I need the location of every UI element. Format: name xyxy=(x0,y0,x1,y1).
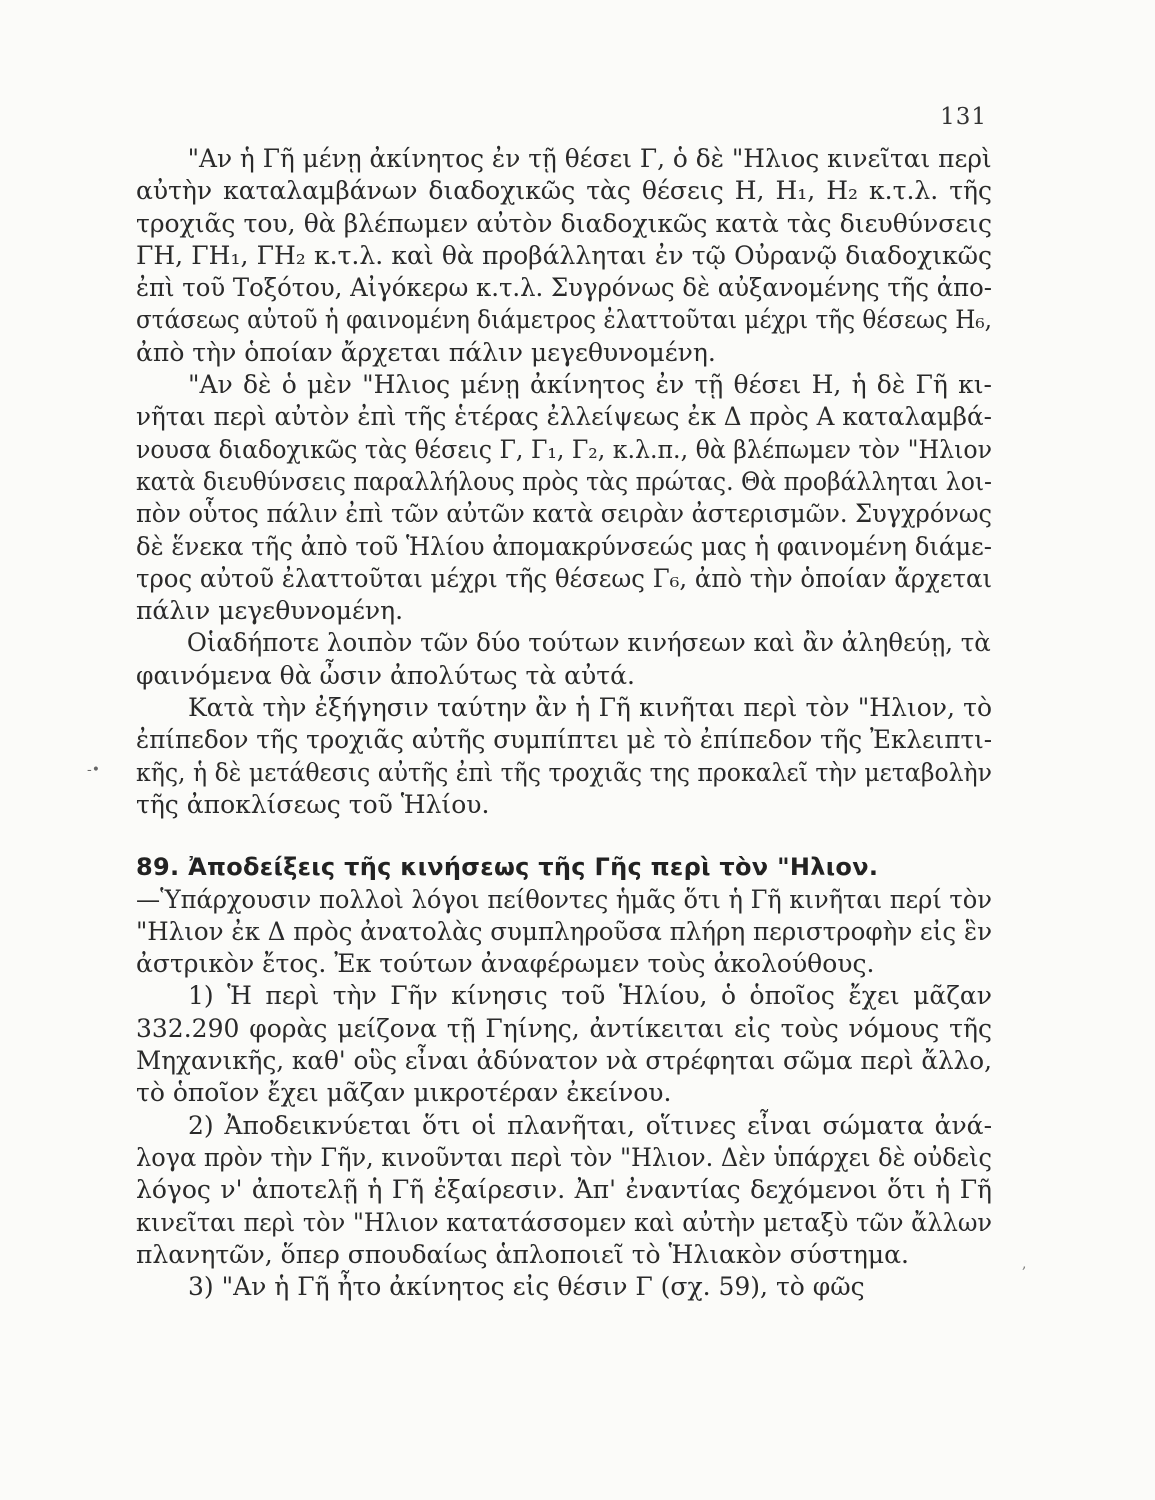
text-line: πάλιν μεγεθυνομένη. xyxy=(136,596,404,626)
text-line: ἐπὶ τοῦ Τοξότου, Αἰγόκερω κ.τ.λ. Συγρόνως δὲ αὐξανομένης τῆς ἀπο- xyxy=(136,273,992,303)
text-line: κατὰ διευθύνσεις παραλλήλους πρὸς τὰς πρώτας. Θὰ προβάλληται λοι- xyxy=(136,466,992,496)
text-line: πὸν οὗτος πάλιν ἐπὶ τῶν αὐτῶν κατὰ σειρὰν ἀστερισμῶν. Συγχρόνως xyxy=(136,499,992,529)
text-line: 3) "Αν ἡ Γῆ ἦτο ἀκίνητος εἰς θέσιν Γ (σχ. 59), τὸ φῶς xyxy=(188,1272,865,1302)
paragraph xyxy=(136,143,992,369)
text-line: κῆς, ἡ δὲ μετάθεσις αὐτῆς ἐπὶ τῆς τροχιᾶς της προκαλεῖ τὴν μεταβολὴν xyxy=(136,757,992,787)
text-line: "Ηλιον ἐκ Δ πρὸς ἀνατολὰς συμπληροῦσα πλήρη περιστροφὴν εἰς ἓν xyxy=(136,916,993,946)
text-line: κινεῖται περὶ τὸν "Ηλιον κατατάσσομεν καὶ αὐτὴν μεταξὺ τῶν ἄλλων xyxy=(136,1207,993,1237)
text-line: —Ὑπάρχουσιν πολλοὶ λόγοι πείθοντες ἡμᾶς ὅτι ἡ Γῆ κινῆται περί τὸν xyxy=(136,884,992,914)
text-line: τρος αὐτοῦ ἐλαττοῦται μέχρι τῆς θέσεως Γ₆, ἀπὸ τὴν ὁποίαν ἄρχεται xyxy=(136,563,993,593)
text-line: "Αν δὲ ὁ μὲν "Ηλιος μένῃ ἀκίνητος ἐν τῇ θέσει Η, ἡ δὲ Γῆ κι- xyxy=(188,370,992,400)
text-line: λογα πρὸν τὴν Γῆν, κινοῦνται περὶ τὸν "Ηλιον. Δὲν ὑπάρχει δὲ οὐδεὶς xyxy=(136,1142,992,1172)
text-line: λόγος ν' ἀποτελῇ ἡ Γῆ ἐξαίρεσιν. Ἀπ' ἐναντίας δεχόμενοι ὅτι ἡ Γῆ xyxy=(136,1175,993,1205)
text-line: Κατὰ τὴν ἐξήγησιν ταύτην ἂν ἡ Γῆ κινῆται περὶ τὸν "Ηλιον, τὸ xyxy=(188,693,992,723)
text-line: ἀστρικὸν ἔτος. Ἐκ τούτων ἀναφέρωμεν τοὺς ἀκολούθους. xyxy=(136,949,875,979)
text-line: Μηχανικῆς, καθ' οὓς εἶναι ἀδύνατον νὰ στρέφηται σῶμα περὶ ἄλλο, xyxy=(136,1046,992,1076)
text-line: νῆται περὶ αὐτὸν ἐπὶ τῆς ἑτέρας ἐλλείψεως ἐκ Δ πρὸς Α καταλαμβά- xyxy=(136,402,992,432)
text-line: τῆς ἀποκλίσεως τοῦ Ἡλίου. xyxy=(136,789,490,819)
numbered-item xyxy=(136,1110,992,1271)
paragraph xyxy=(136,369,992,627)
text-line: νουσα διαδοχικῶς τὰς θέσεις Γ, Γ₁, Γ₂, κ.λ.π., θὰ βλέπωμεν τὸν "Ηλιον xyxy=(136,434,993,464)
margin-mark: , xyxy=(1022,1256,1027,1272)
text-line: φαινόμενα θὰ ὦσιν ἀπολύτως τὰ αὐτά. xyxy=(136,660,635,690)
text-line: πλανητῶν, ὅπερ σπουδαίως ἁπλοποιεῖ τὸ Ἡλιακὸν σύστημα. xyxy=(136,1239,909,1269)
section xyxy=(136,851,992,980)
text-line: στάσεως αὐτοῦ ἡ φαινομένη διάμετρος ἐλαττοῦται μέχρι τῆς θέσεως Η₆, xyxy=(136,305,992,335)
text-line: δὲ ἕνεκα τῆς ἀπὸ τοῦ Ἡλίου ἀπομακρύνσεώς μας ἡ φαινομένη διάμε- xyxy=(136,531,992,561)
paragraph xyxy=(136,627,992,692)
paragraph xyxy=(136,692,992,821)
text-line: ἐπίπεδον τῆς τροχιᾶς αὐτῆς συμπίπτει μὲ τὸ ἐπίπεδον τῆς Ἐκλειπτι- xyxy=(136,725,993,755)
page-number: 131 xyxy=(940,104,987,130)
body-text xyxy=(136,143,992,1303)
text-line: ἀπὸ τὴν ὁποίαν ἄρχεται πάλιν μεγεθυνομένη. xyxy=(136,337,716,367)
margin-mark: -• xyxy=(87,762,100,778)
text-line: Οἱαδήποτε λοιπὸν τῶν δύο τούτων κινήσεων καὶ ἂν ἀληθεύῃ, τὰ xyxy=(186,628,991,658)
numbered-item xyxy=(136,980,992,1109)
text-line: 1) Ἡ περὶ τὴν Γῆν κίνησις τοῦ Ἡλίου, ὁ ὁποῖος ἔχει μᾶζαν xyxy=(188,981,992,1011)
text-line: ΓΗ, ΓΗ₁, ΓΗ₂ κ.τ.λ. καὶ θὰ προβάλληται ἐν τῷ Οὐρανῷ διαδοχικῶς xyxy=(136,240,993,270)
numbered-item xyxy=(136,1271,992,1303)
text-line: "Αν ἡ Γῆ μένῃ ἀκίνητος ἐν τῇ θέσει Γ, ὁ δὲ "Ηλιος κινεῖται περὶ xyxy=(187,144,992,173)
text-line: 2) Ἀποδεικνύεται ὅτι οἱ πλανῆται, οἵτινες εἶναι σώματα ἀνά- xyxy=(188,1110,993,1140)
section-heading: 89. Ἀποδείξεις τῆς κινήσεως τῆς Γῆς περὶ τὸν "Ηλιον. xyxy=(136,853,879,882)
text-line: 332.290 φορὰς μείζονα τῇ Γηίνης, ἀντίκειται εἰς τοὺς νόμους τῆς xyxy=(136,1013,992,1043)
text-line: αὐτὴν καταλαμβάνων διαδοχικῶς τὰς θέσεις Η, Η₁, Η₂ κ.τ.λ. τῆς xyxy=(136,176,993,206)
text-line: τὸ ὁποῖον ἔχει μᾶζαν μικροτέραν ἐκείνου. xyxy=(136,1078,672,1108)
text-line: τροχιᾶς του, θὰ βλέπωμεν αὐτὸν διαδοχικῶς κατὰ τὰς διευθύνσεις xyxy=(136,208,993,238)
